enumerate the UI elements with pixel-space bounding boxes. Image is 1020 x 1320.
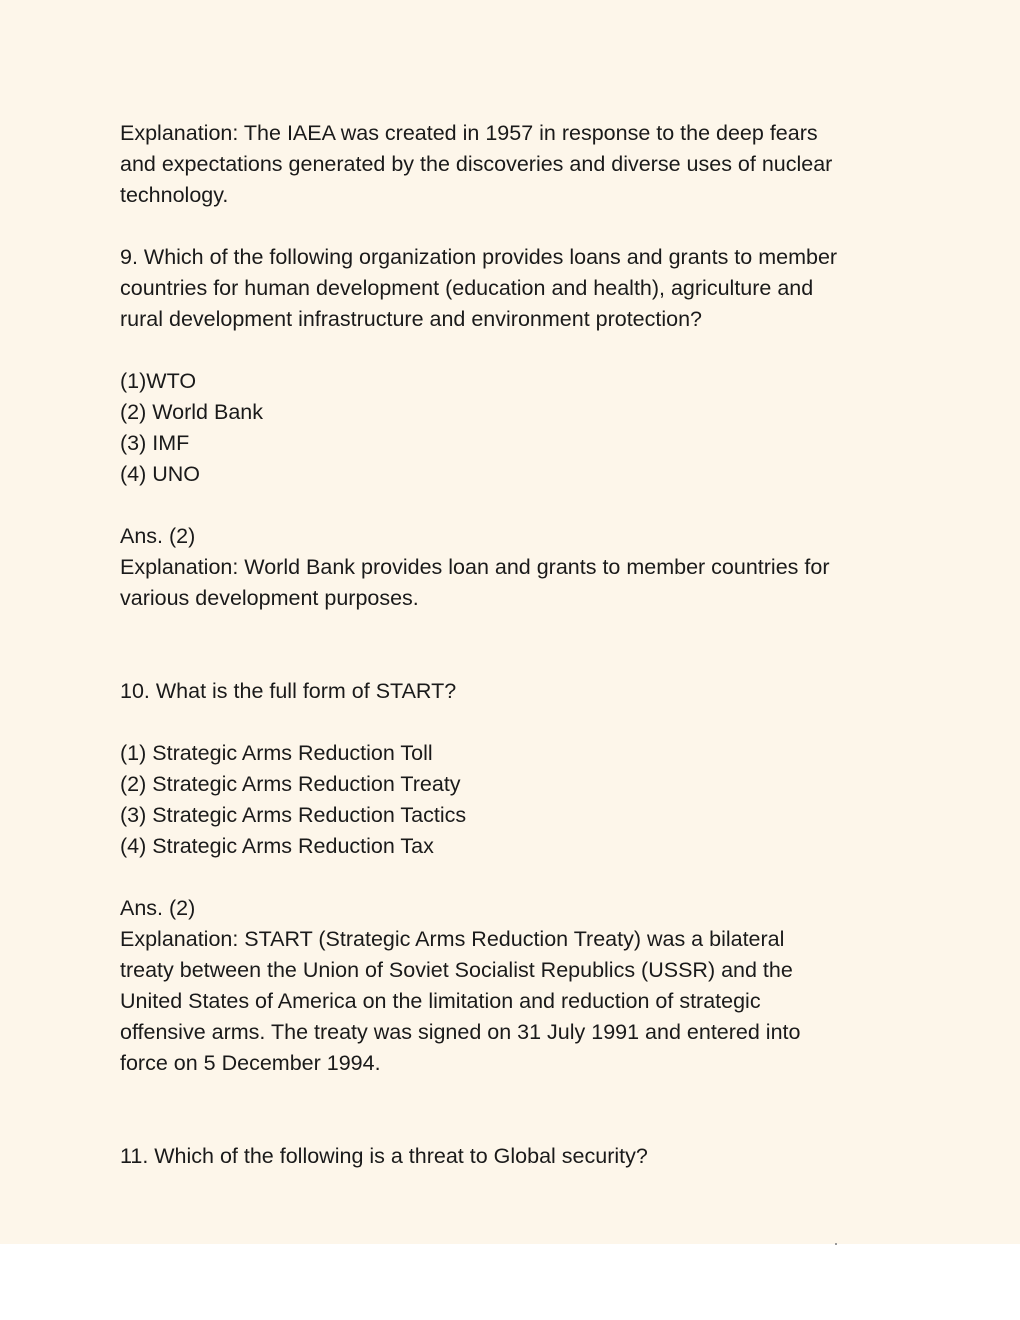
- answer-q9: Ans. (2): [120, 524, 196, 548]
- explanation-q10: [120, 924, 910, 1079]
- question-text: countries for human development (education and health), agriculture and: [120, 276, 814, 300]
- option-3: (3) IMF: [120, 431, 190, 455]
- option-3: (3) Strategic Arms Reduction Tactics: [120, 803, 467, 827]
- document-body: [120, 118, 910, 1172]
- option-1: (1) Strategic Arms Reduction Toll: [120, 741, 433, 765]
- option-2: (2) World Bank: [120, 400, 263, 424]
- text-line: Explanation: The IAEA was created in 1957 in response to the deep fears: [120, 121, 818, 145]
- options-q9: [120, 366, 910, 490]
- question-9: [120, 242, 910, 335]
- question-text: 11. Which of the following is a threat to Global security?: [120, 1144, 648, 1168]
- option-4: (4) Strategic Arms Reduction Tax: [120, 834, 434, 858]
- text-line: technology.: [120, 183, 229, 207]
- explanation-q9: [120, 552, 910, 614]
- text-line: Explanation: World Bank provides loan and grants to member countries for: [120, 555, 830, 579]
- question-text: 10. What is the full form of START?: [120, 679, 457, 703]
- text-line: Explanation: START (Strategic Arms Reduction Treaty) was a bilateral: [120, 927, 785, 951]
- question-10: [120, 676, 910, 707]
- question-text: rural development infrastructure and environment protection?: [120, 307, 703, 331]
- options-q10: [120, 738, 910, 862]
- text-line: United States of America on the limitation and reduction of strategic: [120, 989, 761, 1013]
- question-text: 9. Which of the following organization provides loans and grants to member: [120, 245, 838, 269]
- text-line: treaty between the Union of Soviet Socialist Republics (USSR) and the: [120, 958, 793, 982]
- option-1: (1)WTO: [120, 369, 197, 393]
- text-line: various development purposes.: [120, 586, 419, 610]
- option-4: (4) UNO: [120, 462, 201, 486]
- answer-q10: Ans. (2): [120, 896, 196, 920]
- text-line: offensive arms. The treaty was signed on 31 July 1991 and entered into: [120, 1020, 801, 1044]
- option-2: (2) Strategic Arms Reduction Treaty: [120, 772, 461, 796]
- text-line: and expectations generated by the discoveries and diverse uses of nuclear: [120, 152, 833, 176]
- explanation-q8: [120, 118, 910, 211]
- question-11: [120, 1141, 910, 1172]
- text-line: force on 5 December 1994.: [120, 1051, 381, 1075]
- page-mark: [835, 1243, 837, 1245]
